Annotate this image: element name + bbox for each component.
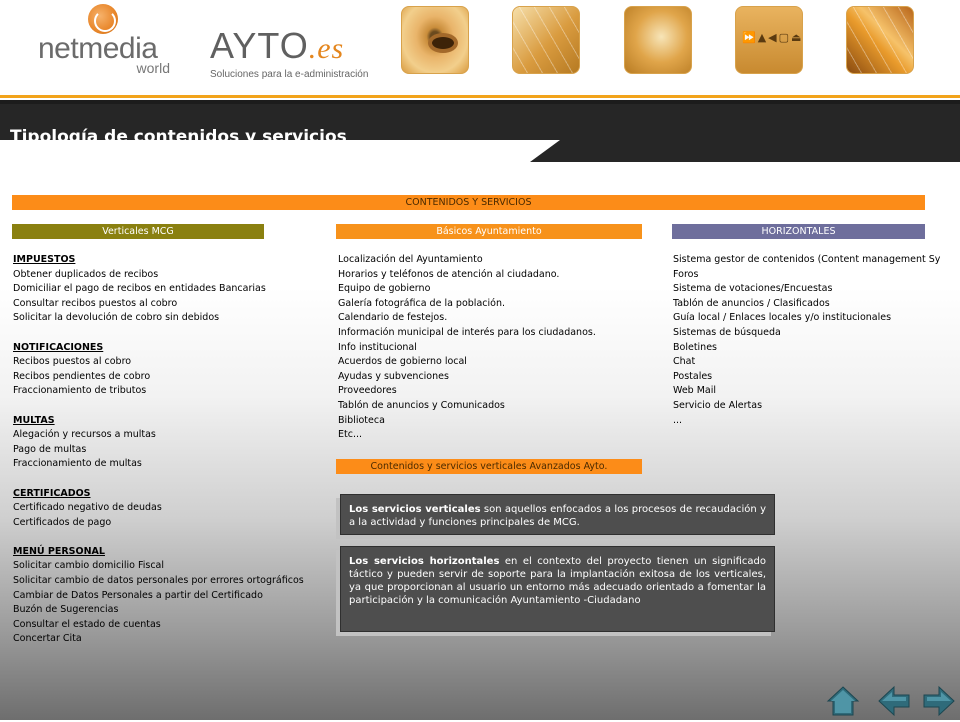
arrow-left-icon [877,684,911,718]
list-item: Solicitar cambio de datos personales por errores ortográficos [13,575,304,587]
list-item: Foros [673,268,699,280]
list-item: Tablón de anuncios / Clasificados [673,297,830,309]
list-item: Solicitar la devolución de cobro sin debidos [13,312,220,324]
list-item: Chat [673,356,696,368]
list-item: Certificados de pago [13,516,112,528]
list-item: Boletines [673,341,717,353]
list-item: Postales [673,370,713,382]
list-item: Información municipal de interés para los ciudadanos. [338,326,596,338]
list-item: Buzón de Sugerencias [13,604,119,616]
list-item: Alegación y recursos a multas [13,429,156,441]
list-item: Ayudas y subvenciones [338,370,449,382]
netmedia-logo-word: netmedia [38,32,158,65]
header-image-abstract [624,6,692,74]
list-item: Cambiar de Datos Personales a partir del Certificado [13,589,263,601]
section-horizontales: HORIZONTALES [672,224,925,239]
list-item: Obtener duplicados de recibos [13,268,159,280]
list-spacer [13,399,273,414]
info-box-verticales [340,494,775,535]
section-avanzados: Contenidos y servicios verticales Avanzados Ayto. [336,459,642,474]
netmedia-logo-sub: world [136,60,170,76]
home-button[interactable] [826,684,860,718]
category-heading: MULTAS [13,414,55,426]
category-heading: IMPUESTOS [13,254,76,265]
list-item: Pago de multas [13,443,87,455]
header-image-athlete [512,6,580,74]
section-verticales: Verticales MCG [12,224,264,239]
list-item: Biblioteca [338,414,385,426]
previous-button[interactable] [877,684,911,718]
header-image-network [846,6,914,74]
list-spacer [13,530,273,545]
list-item: Concertar Cita [13,633,82,645]
basicos-list [338,253,638,443]
info-box-horizontales-bold: Los servicios horizontales [349,556,500,567]
header-image-media-controls [735,6,803,74]
list-item: Fraccionamiento de tributos [13,385,147,397]
page-title: Tipología de contenidos y servicios [10,127,347,147]
header-image-eye [401,6,469,74]
ayto-logo-tagline: Soluciones para la e-administración [210,69,369,80]
next-button[interactable] [922,684,956,718]
info-box-verticales-bold: Los servicios verticales [349,504,481,515]
category-heading: MENÚ PERSONAL [13,545,105,557]
list-item: Sistemas de búsqueda [673,326,781,338]
section-contenidos-servicios: CONTENIDOS Y SERVICIOS [12,195,925,210]
list-item: Consultar recibos puestos al cobro [13,297,178,309]
list-item: Acuerdos de gobierno local [338,356,467,368]
list-item: Proveedores [338,385,397,397]
ayto-logo-suffix: .es [308,32,345,65]
category-heading: CERTIFICADOS [13,487,91,499]
horizontales-list [673,253,941,428]
list-item: Calendario de festejos. [338,312,448,324]
info-box-horizontales [340,546,775,632]
ayto-logo-wordmark [210,25,390,67]
home-icon [826,684,860,718]
header-accent-line [0,95,960,98]
list-item: Equipo de gobierno [338,283,431,295]
arrow-right-icon [922,684,956,718]
list-item: Galería fotográfica de la población. [338,297,505,309]
section-basicos: Básicos Ayuntamiento [336,224,642,239]
list-item: Info institucional [338,341,417,353]
list-item: Fraccionamiento de multas [13,458,142,470]
netmedia-logo [38,4,178,82]
list-item: Tablón de anuncios y Comunicados [338,399,505,411]
info-box-verticales-text: son aquellos enfocados a los procesos de recaudación y a la actividad y funciones principales de MCG. [349,504,766,528]
list-spacer [13,326,273,341]
media-controls-icon: ⏩▲◀▢⏏ [742,31,804,44]
header [0,0,960,95]
list-item: Sistema de votaciones/Encuestas [673,283,833,295]
list-item: Recibos puestos al cobro [13,356,132,368]
ayto-logo [210,25,390,82]
list-item: Etc... [338,429,363,441]
list-item: Servicio de Alertas [673,399,763,411]
list-item: Localización del Ayuntamiento [338,254,483,265]
verticales-list [13,253,304,647]
list-item: Sistema gestor de contenidos (Content management Sy [673,254,941,265]
list-item: Horarios y teléfonos de atención al ciudadano. [338,268,560,280]
globe-icon [88,4,118,34]
list-item: Consultar el estado de cuentas [13,618,161,630]
list-item: Guía local / Enlaces locales y/o institucionales [673,312,892,324]
list-item: Recibos pendientes de cobro [13,370,151,382]
eye-shape [432,37,454,49]
list-item: Solicitar cambio domicilio Fiscal [13,560,165,572]
list-item: Web Mail [673,385,717,397]
list-item: Certificado negativo de deudas [13,502,162,514]
list-item: ... [673,414,683,426]
category-heading: NOTIFICACIONES [13,341,104,353]
list-item: Domiciliar el pago de recibos en entidades Bancarias [13,283,266,295]
info-box-horizontales-text: en el contexto del proyecto tienen un significado táctico y pueden servir de soporte para la implantación exitosa de los verticales, ya que proporcionan al usuario un entorno más adecuado orientado a fomentar la participación y la comunicación Ayuntamiento -Ciudadano [349,556,766,606]
ayto-logo-word: AYTO [210,25,309,66]
list-spacer [13,472,273,487]
